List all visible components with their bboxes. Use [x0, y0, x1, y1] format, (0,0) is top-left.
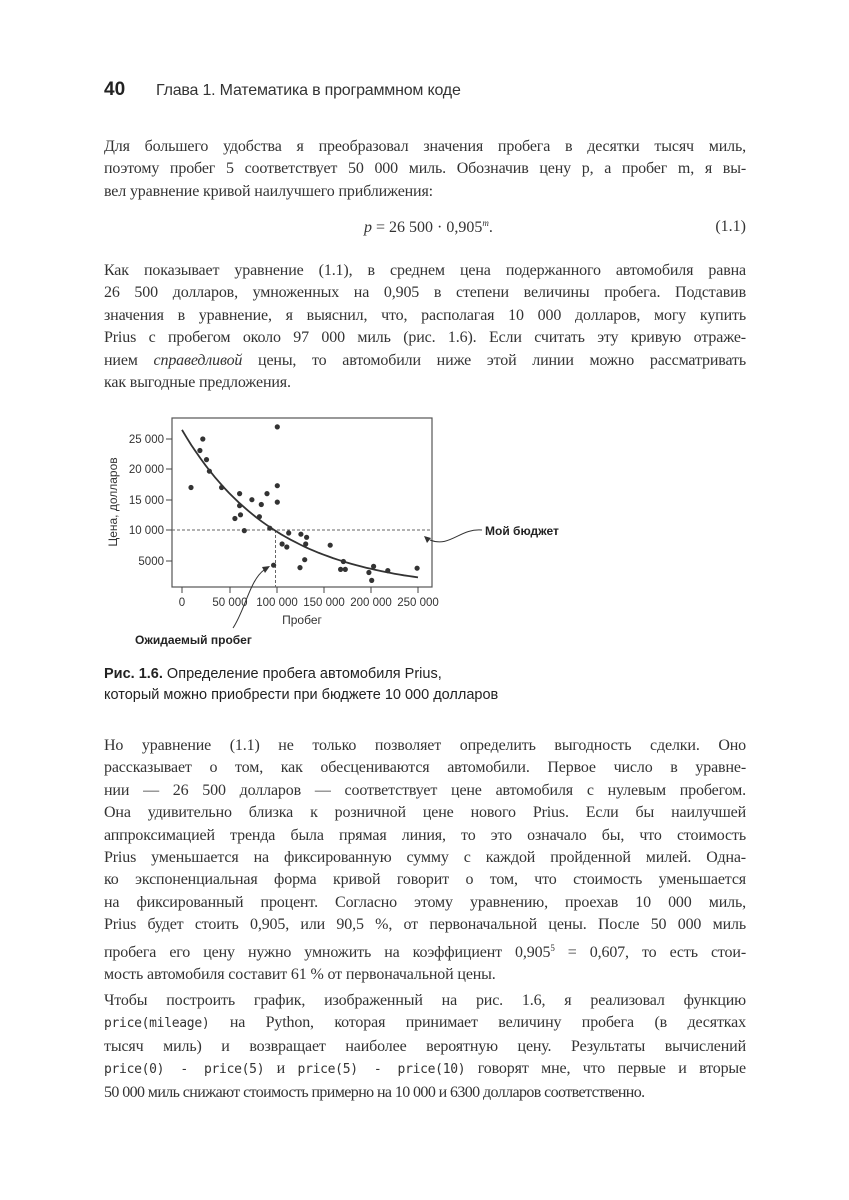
x-ticks: [182, 587, 418, 593]
emphasis-text: справедливой: [153, 351, 243, 369]
figure-1-6: [95, 410, 575, 650]
paragraph-line: поэтому пробег 5 соответствует 50 000 миль. Обозначив цену p, а пробег m, я вы-: [104, 160, 746, 178]
caption-label: Рис. 1.6.: [104, 666, 163, 682]
data-point: [385, 568, 390, 573]
paragraph-line: мость автомобиля составит 61 % от первоначальной цены.: [104, 966, 496, 984]
svg-text:20 000: 20 000: [128, 464, 164, 476]
svg-text:100 000: 100 000: [256, 597, 298, 609]
paragraph-line: Prius будет стоить 0,905, или 90,5 %, от первоначальной цены. После 50 000 миль: [104, 916, 746, 934]
svg-text:15 000: 15 000: [128, 495, 164, 507]
data-point: [280, 541, 285, 546]
paragraph-line: Как показывает уравнение (1.1), в среднем цена подержанного автомобиля равна: [104, 262, 746, 279]
data-point: [207, 469, 212, 474]
running-title: Глава 1. Математика в программном коде: [156, 82, 461, 99]
data-point: [249, 497, 254, 502]
inline-code: price(mileage): [104, 1016, 210, 1032]
text-run: на Python, которая принимает величину пробега (в десятках: [209, 1014, 746, 1032]
fit-curve: [182, 430, 418, 578]
text-run: цены, то автомобили ниже этой линии можно рассматривать: [242, 351, 746, 369]
data-point: [275, 500, 280, 505]
paragraph-4: [104, 990, 746, 1104]
text-run: говорят мне, что первые и вторые: [465, 1060, 746, 1078]
paragraph-line: как выгодные предложения.: [104, 374, 291, 392]
data-point: [303, 541, 308, 546]
data-point: [298, 532, 303, 537]
paragraph-line: значения в уравнение, я выяснил, что, располагая 10 000 долларов, могу купить: [104, 306, 746, 324]
data-point: [204, 457, 209, 462]
paragraph-line: аппроксимацией тренда была прямая линия, то это означало бы, что стоимость: [104, 826, 746, 844]
data-point: [242, 528, 247, 533]
data-point: [264, 491, 269, 496]
svg-text:250 000: 250 000: [397, 597, 439, 609]
data-point: [343, 567, 348, 572]
caption-text: Определение пробега автомобиля Prius,: [162, 666, 442, 682]
equation-lhs: p: [364, 219, 372, 236]
data-point: [415, 566, 420, 571]
svg-text:25 000: 25 000: [128, 434, 164, 446]
data-point: [237, 503, 242, 508]
text-run: нием: [104, 351, 154, 369]
budget-arrow-head: [424, 536, 431, 543]
data-point: [237, 491, 242, 496]
paragraph-line: [104, 937, 746, 964]
paragraph-line: [104, 1012, 746, 1035]
paragraph-line: тысяч миль) и возвращает наиболее вероятную цену. Результаты вычислений: [104, 1037, 746, 1055]
paragraph-line: Но уравнение (1.1) не только позволяет определить выгодность сделки. Оно: [104, 737, 746, 754]
paragraph-2: [104, 260, 746, 394]
data-point: [338, 567, 343, 572]
paragraph-1: [104, 136, 746, 203]
svg-text:50 000: 50 000: [212, 597, 248, 609]
data-point: [369, 578, 374, 583]
y-axis-label: Цена, долларов: [106, 457, 120, 547]
budget-annotation: Мой бюджет: [485, 524, 559, 538]
paragraph-3: [104, 735, 746, 986]
caption-line-1: [104, 664, 498, 685]
inline-code: price(0) - price(5): [104, 1062, 265, 1078]
data-point: [275, 483, 280, 488]
data-point: [197, 448, 202, 453]
equation-exponent: m: [482, 218, 489, 228]
data-point: [366, 570, 371, 575]
page-number: 40: [104, 79, 126, 100]
superscript: 5: [550, 942, 555, 953]
paragraph-line: 50 000 миль снижают стоимость примерно на 10 000 и 6300 долларов соответственно.: [104, 1083, 645, 1101]
data-point: [259, 502, 264, 507]
data-point: [267, 526, 272, 531]
svg-text:5000: 5000: [138, 556, 164, 568]
text-run: пробега его цену нужно умножить на коэффициент 0,905: [104, 943, 551, 961]
x-tick-labels: [179, 597, 439, 609]
paragraph-line: [104, 350, 746, 372]
data-point: [286, 530, 291, 535]
equation-body: [364, 218, 493, 237]
data-point: [275, 424, 280, 429]
text-run: = 0,607, то есть стои-: [554, 943, 746, 961]
svg-text:10 000: 10 000: [128, 525, 164, 537]
svg-text:150 000: 150 000: [303, 597, 345, 609]
paragraph-line: Prius уменьшается на фиксированную сумму с каждой пройденной милей. Одна-: [104, 849, 746, 867]
plot-frame: [172, 418, 432, 587]
data-point: [371, 564, 376, 569]
data-point: [219, 485, 224, 490]
expected-annotation: Ожидаемый пробег: [135, 633, 252, 647]
paragraph-line: ко экспоненциальная форма кривой говорит о том, что стоимость уменьшается: [104, 871, 746, 889]
data-point: [232, 516, 237, 521]
paragraph-line: рассказывает о том, как обесцениваются автомобили. Первое число в уравне-: [104, 759, 746, 777]
page-header: [104, 79, 461, 101]
data-point: [271, 563, 276, 568]
paragraph-line: Prius с пробегом около 97 000 миль (рис. 1.6). Если считать эту кривую отраже-: [104, 329, 746, 347]
text-run: и: [264, 1060, 298, 1078]
svg-text:0: 0: [178, 597, 186, 609]
data-point: [328, 543, 333, 548]
data-point: [188, 485, 193, 490]
data-point: [200, 436, 205, 441]
equation-number: (1.1): [715, 218, 746, 235]
budget-arrow: [430, 530, 482, 542]
expected-arrow-head: [262, 566, 270, 573]
paragraph-line: на фиксированный процент. Согласно этому уравнению, проехав 10 000 миль,: [104, 893, 746, 911]
equation-tail: .: [488, 219, 493, 236]
paragraph-line: Она удивительно близка к розничной цене нового Prius. Если бы наилучшей: [104, 804, 746, 822]
svg-text:200 000: 200 000: [350, 597, 392, 609]
data-point: [302, 557, 307, 562]
data-point: [284, 544, 289, 549]
data-point: [341, 559, 346, 564]
paragraph-line: Чтобы построить график, изображенный на рис. 1.6, я реализовал функцию: [104, 992, 746, 1009]
y-tick-labels: [129, 434, 164, 568]
y-ticks: [166, 439, 172, 561]
data-point: [297, 565, 302, 570]
paragraph-line: [104, 1058, 746, 1081]
data-point: [304, 535, 309, 540]
paragraph-line: вел уравнение кривой наилучшего приближения:: [104, 182, 433, 200]
data-points: [188, 424, 419, 583]
figure-caption: [104, 664, 498, 706]
data-point: [257, 514, 262, 519]
scatter-chart: [95, 410, 575, 650]
paragraph-line: нии — 26 500 долларов — соответствует цене автомобиля с нулевым пробегом.: [104, 781, 746, 799]
equation-rhs: = 26 500 · 0,905: [372, 219, 483, 236]
x-axis-label: Пробег: [282, 613, 322, 627]
inline-code: price(5) - price(10): [297, 1062, 466, 1078]
paragraph-line: Для большего удобства я преобразовал значения пробега в десятки тысяч миль,: [104, 138, 746, 155]
equation-1-1: [104, 218, 746, 242]
data-point: [238, 512, 243, 517]
paragraph-line: 26 500 долларов, умноженных на 0,905 в степени величины пробега. Подставив: [104, 284, 746, 302]
caption-line-2: который можно приобрести при бюджете 10 000 долларов: [104, 687, 499, 703]
